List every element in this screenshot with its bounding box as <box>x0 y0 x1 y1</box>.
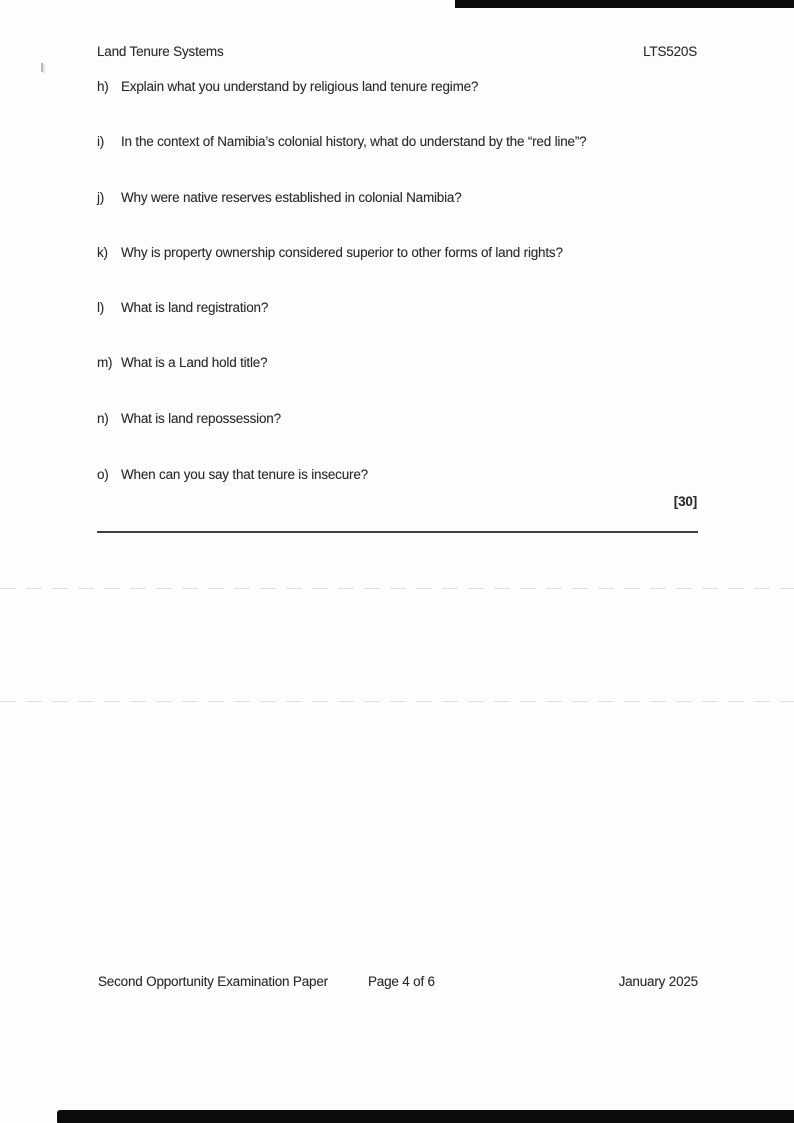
scan-streak-artifact <box>0 588 794 589</box>
question-text: Why were native reserves established in colonial Namibia? <box>121 190 462 205</box>
question-row-k <box>97 244 697 262</box>
footer-page-number: Page 4 of 6 <box>368 974 435 989</box>
question-row-o <box>97 466 697 484</box>
question-text: What is land registration? <box>121 300 269 315</box>
question-letter: o) <box>97 467 109 482</box>
page-header <box>97 43 697 61</box>
question-row-n <box>97 410 697 428</box>
scan-smudge-mark <box>41 63 43 72</box>
scanner-edge-artifact-top <box>455 0 794 8</box>
question-letter: j) <box>97 190 105 205</box>
question-text: In the context of Namibia’s colonial history, what do understand by the “red line”? <box>121 134 587 149</box>
marks-total: [30] <box>673 494 697 509</box>
question-letter: h) <box>97 79 109 94</box>
question-letter: m) <box>97 355 113 370</box>
question-row-l <box>97 299 697 317</box>
course-code: LTS520S <box>643 44 697 59</box>
question-row-m <box>97 354 697 372</box>
question-letter: n) <box>97 411 109 426</box>
document-title: Land Tenure Systems <box>97 44 224 59</box>
footer-paper-type: Second Opportunity Examination Paper <box>98 974 328 989</box>
question-text: Why is property ownership considered superior to other forms of land rights? <box>121 245 563 260</box>
scan-streak-artifact <box>0 701 794 702</box>
question-letter: l) <box>97 300 105 315</box>
question-row-i <box>97 133 697 151</box>
footer-date: January 2025 <box>618 974 698 989</box>
question-letter: k) <box>97 245 108 260</box>
question-letter: i) <box>97 134 105 149</box>
section-divider-rule <box>97 531 698 533</box>
question-row-h <box>97 78 697 96</box>
scanner-edge-artifact-bottom <box>57 1110 794 1123</box>
question-text: What is land repossession? <box>121 411 281 426</box>
question-text: When can you say that tenure is insecure? <box>121 467 368 482</box>
question-text: What is a Land hold title? <box>121 355 268 370</box>
question-text: Explain what you understand by religious land tenure regime? <box>121 79 479 94</box>
question-row-j <box>97 189 697 207</box>
